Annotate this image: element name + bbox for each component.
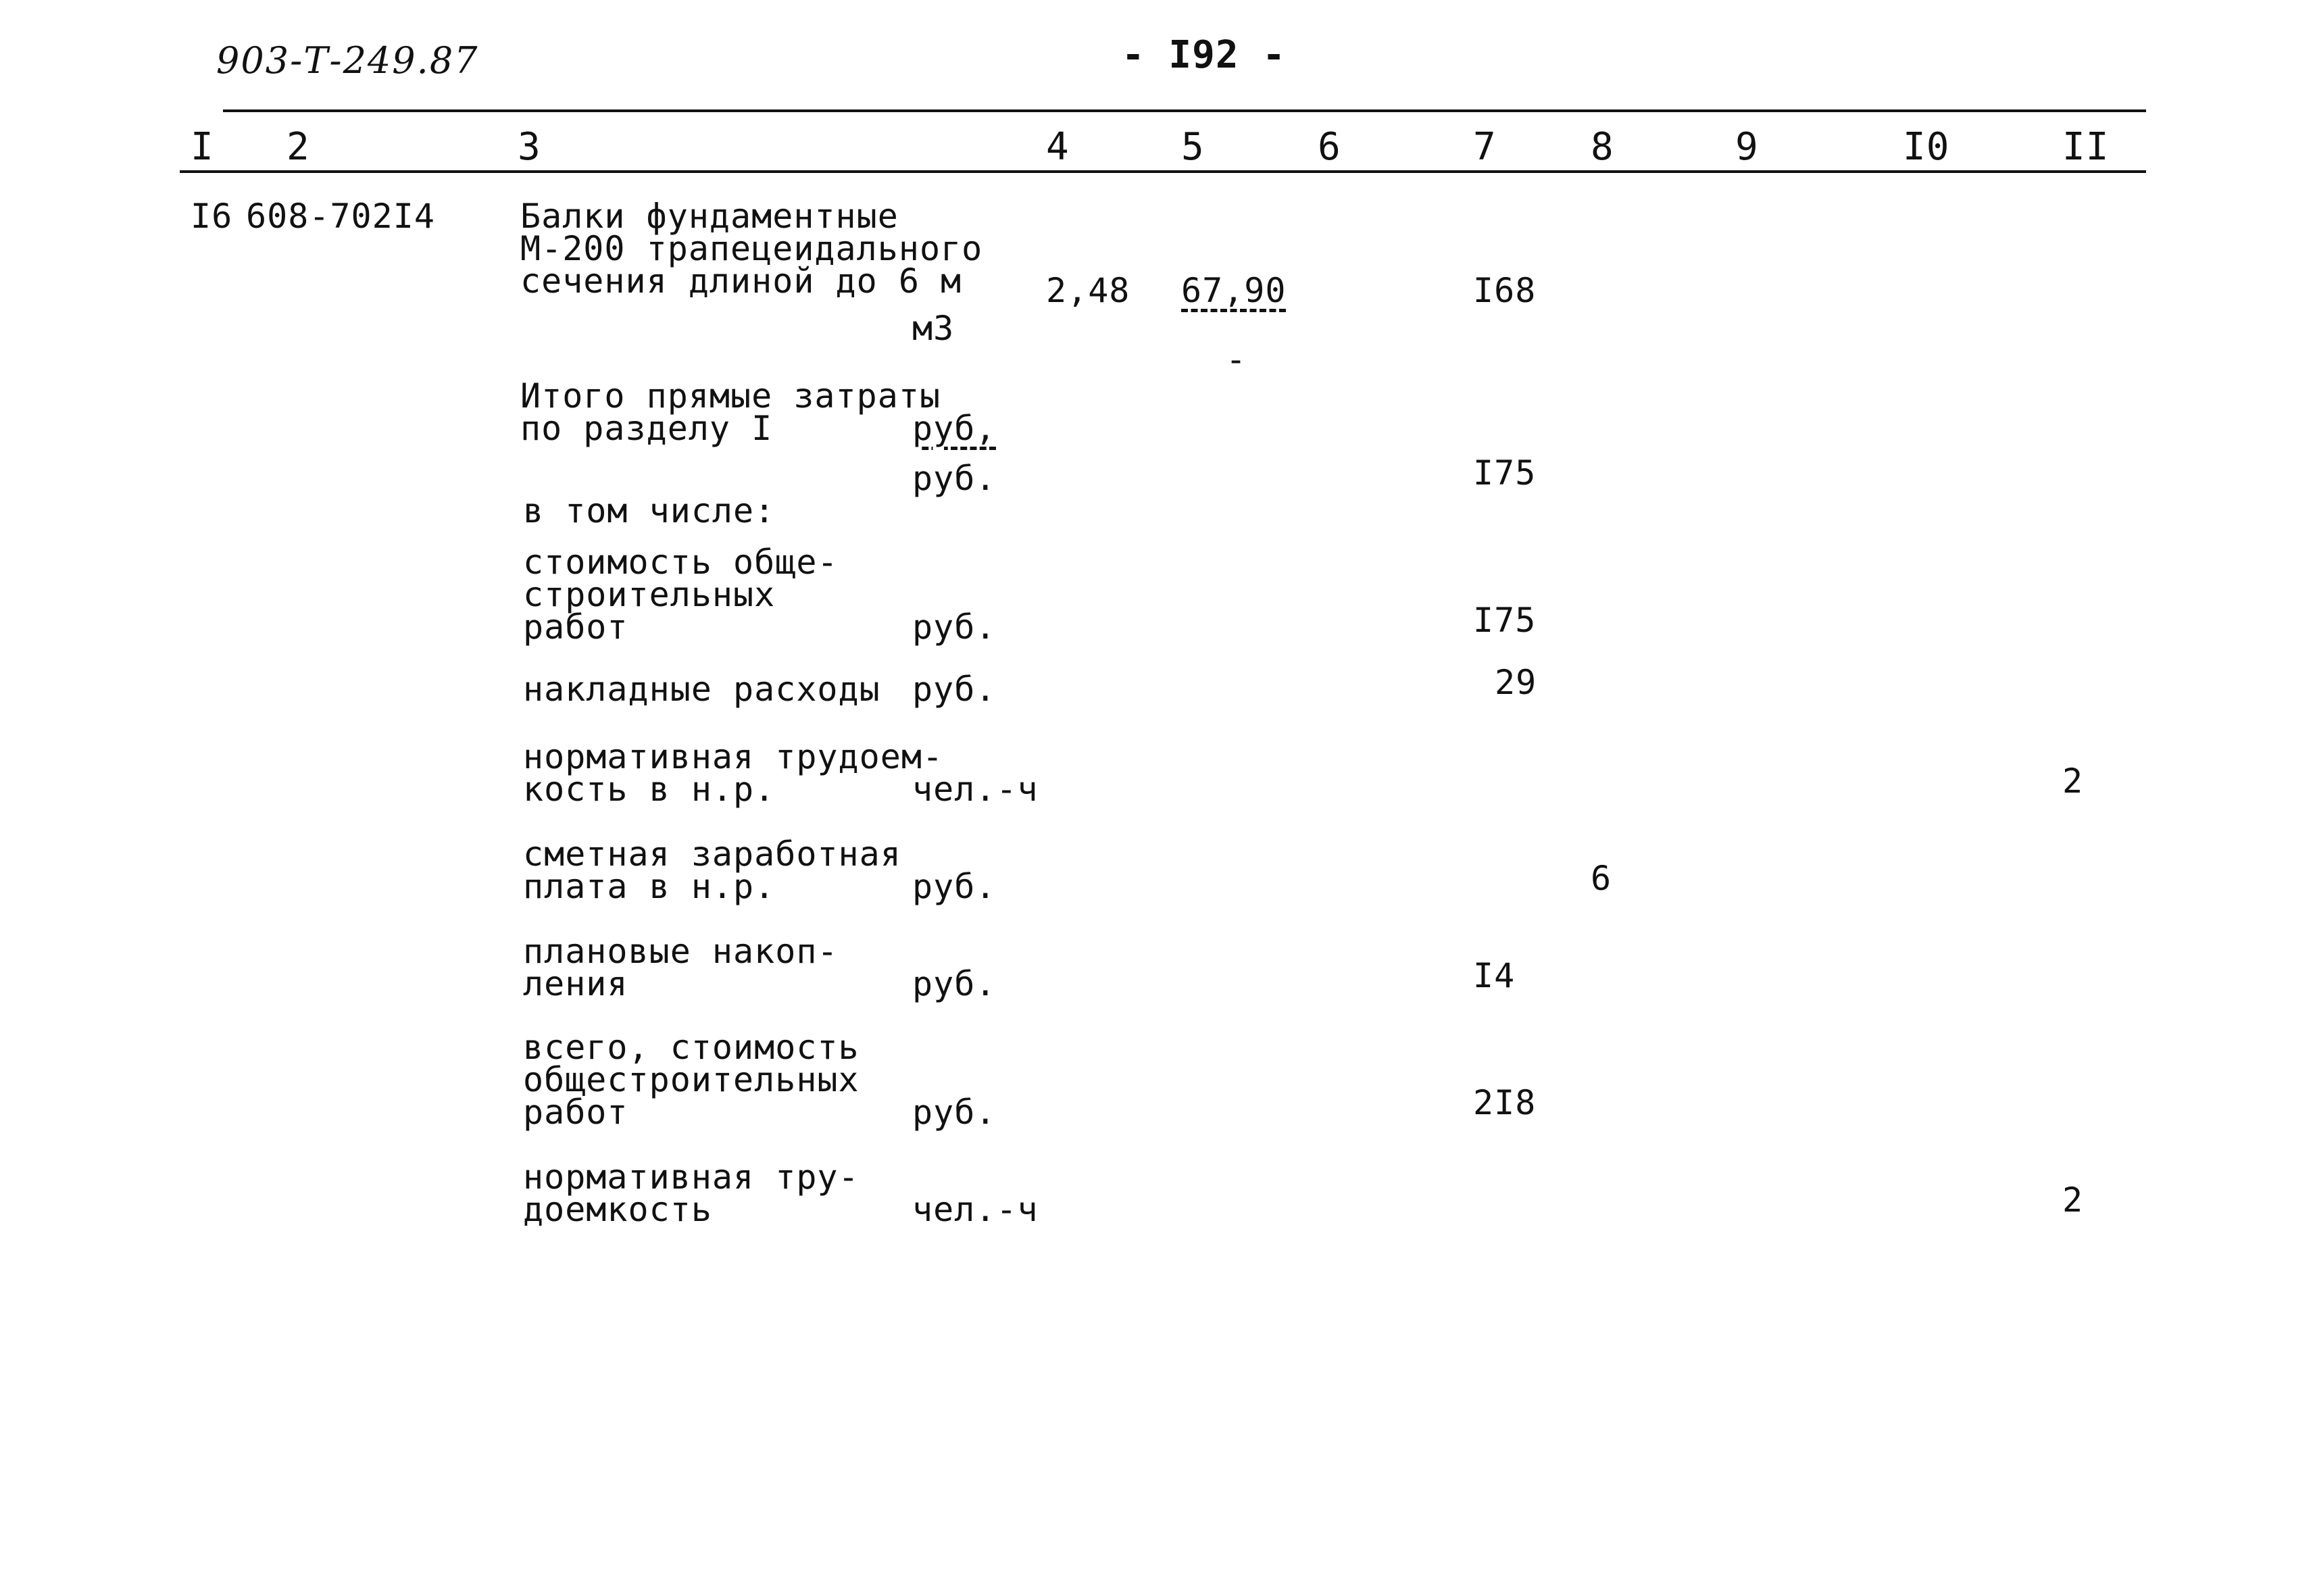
labor-overhead-value: 2 bbox=[2062, 762, 2084, 801]
grand-total-line-3: работ bbox=[523, 1093, 628, 1132]
item-price: 67,90 bbox=[1181, 271, 1287, 310]
construction-cost-line-1: стоимость обще- bbox=[523, 543, 839, 582]
labor-total-line-2: доемкость bbox=[523, 1190, 712, 1229]
col-header-4: 4 bbox=[1046, 125, 1070, 169]
col-header-7: 7 bbox=[1473, 125, 1497, 169]
including-label: в том числе: bbox=[523, 491, 776, 530]
col-header-10: I0 bbox=[1903, 125, 1950, 169]
col-header-9: 9 bbox=[1735, 125, 1759, 169]
item-price-mark: - bbox=[1226, 340, 1247, 379]
labor-overhead-unit: чел.-ч bbox=[912, 770, 1039, 809]
labor-total-unit: чел.-ч bbox=[912, 1190, 1039, 1229]
wages-unit: руб. bbox=[912, 867, 997, 906]
labor-overhead-line-2: кость в н.р. bbox=[523, 770, 776, 809]
grand-total-line-1: всего, стоимость bbox=[523, 1028, 860, 1067]
planned-savings-line-1: плановые накоп- bbox=[523, 932, 839, 971]
item-unit: м3 bbox=[912, 309, 955, 348]
construction-cost-value: I75 bbox=[1473, 601, 1537, 640]
item-code: 608-702I4 bbox=[246, 197, 435, 236]
total-direct-line-1: Итого прямые затраты bbox=[520, 376, 941, 416]
header-rule bbox=[180, 170, 2146, 173]
labor-total-line-1: нормативная тру- bbox=[523, 1157, 860, 1197]
labor-overhead-line-1: нормативная трудоем- bbox=[523, 737, 944, 776]
grand-total-line-2: общестроительных bbox=[523, 1060, 860, 1099]
item-total: I68 bbox=[1473, 271, 1537, 310]
total-direct-line-2: по разделу I bbox=[520, 409, 773, 448]
total-direct-unit-2: руб. bbox=[912, 459, 997, 498]
grand-total-value: 2I8 bbox=[1473, 1083, 1537, 1122]
col-header-2: 2 bbox=[287, 125, 310, 169]
grand-total-unit: руб. bbox=[912, 1093, 997, 1132]
item-desc-line-1: Балки фундаментные bbox=[520, 197, 899, 236]
overhead-unit: руб. bbox=[912, 670, 997, 709]
col-header-6: 6 bbox=[1318, 125, 1341, 169]
total-direct-value: I75 bbox=[1473, 453, 1537, 493]
planned-savings-line-2: ления bbox=[523, 964, 628, 1003]
item-desc-line-2: М-200 трапецеидального bbox=[520, 229, 983, 268]
col-header-11: II bbox=[2062, 125, 2110, 169]
page-number: - I92 - bbox=[1122, 33, 1287, 77]
construction-cost-unit: руб. bbox=[912, 607, 997, 647]
col-header-5: 5 bbox=[1181, 125, 1205, 169]
total-direct-unit: руб, bbox=[912, 409, 997, 448]
planned-savings-value: I4 bbox=[1473, 956, 1516, 995]
wages-line-1: сметная заработная bbox=[523, 834, 901, 874]
doc-code: 903-Т-249.87 bbox=[216, 39, 479, 82]
wages-value: 6 bbox=[1591, 859, 1612, 898]
overhead-value: 29 bbox=[1495, 663, 1537, 702]
wages-line-2: плата в н.р. bbox=[523, 867, 776, 906]
top-rule bbox=[223, 109, 2146, 112]
col-header-3: 3 bbox=[518, 125, 541, 169]
item-desc-line-3: сечения длиной до 6 м bbox=[520, 261, 962, 301]
item-number: I6 bbox=[191, 197, 233, 236]
col-header-8: 8 bbox=[1591, 125, 1614, 169]
construction-cost-line-3: работ bbox=[523, 607, 628, 647]
col-header-1: I bbox=[191, 125, 214, 169]
construction-cost-line-2: строительных bbox=[523, 575, 776, 614]
labor-total-value: 2 bbox=[2062, 1180, 2084, 1220]
overhead-label: накладные расходы bbox=[523, 670, 880, 709]
planned-savings-unit: руб. bbox=[912, 964, 997, 1003]
item-qty: 2,48 bbox=[1046, 271, 1130, 310]
